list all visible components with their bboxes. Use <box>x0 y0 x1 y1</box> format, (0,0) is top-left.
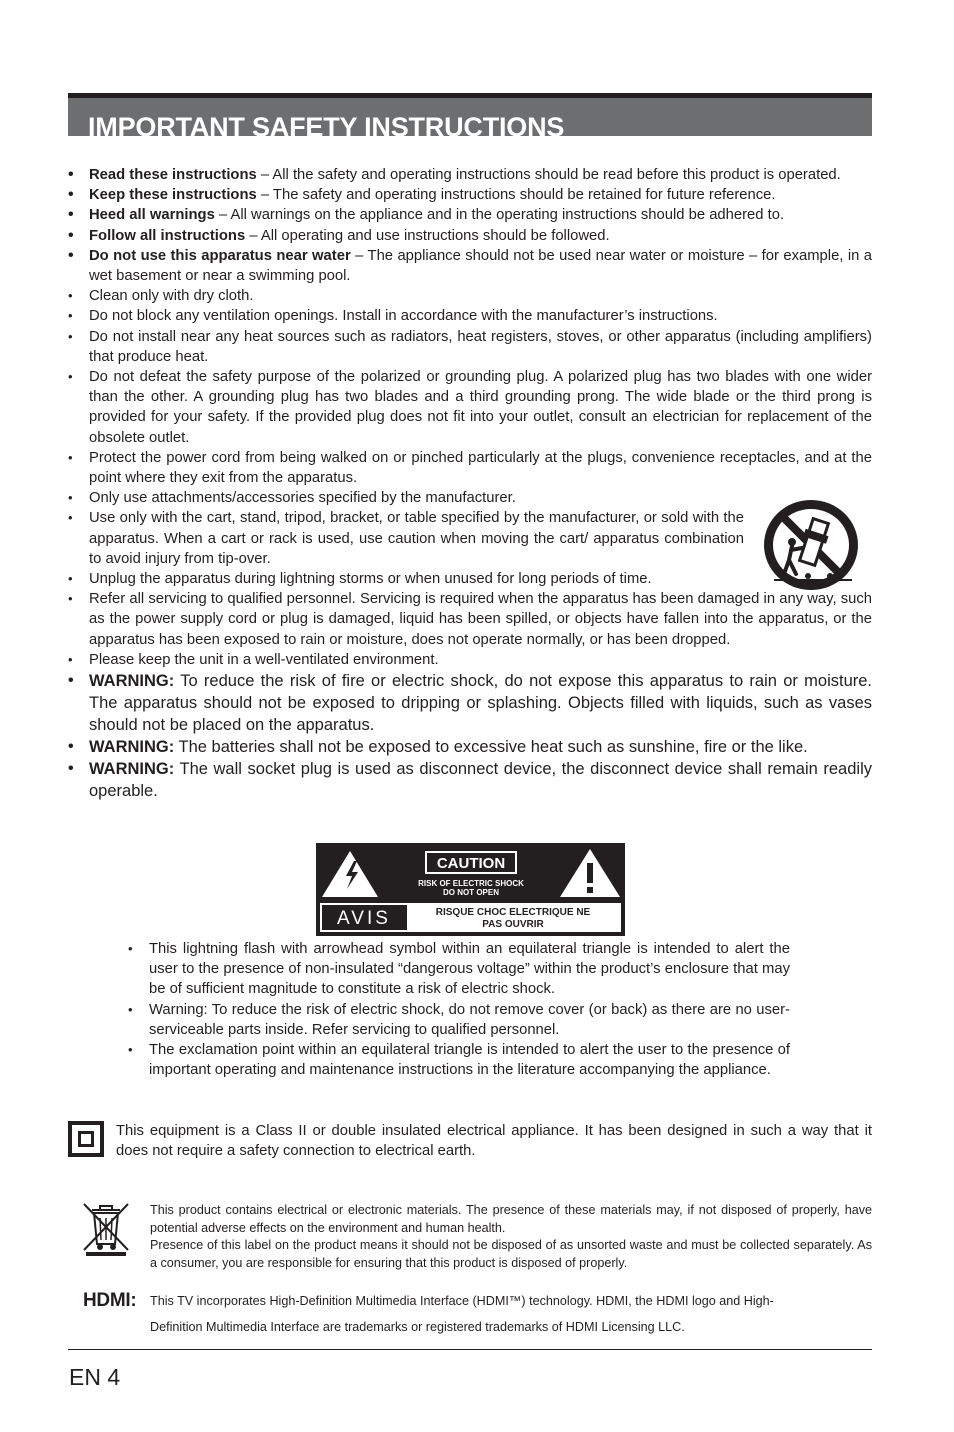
list-item: • Do not defeat the safety purpose of the polarized or grounding plug. A polarized plug has two blades with one wider than the other. A grounding plug has two blades and a third grounding prong. The wide blade or the third prong is provided for your safety. If the provided plug does not fit into your outlet, consult an electrician for replacement of the obsolete outlet. <box>68 367 872 448</box>
symbol-notes-list <box>128 939 790 1080</box>
list-item <box>68 205 872 225</box>
list-item: • Warning: To reduce the risk of electric shock, do not remove cover (or back) as there are no user-serviceable parts inside. Refer servicing to qualified personnel. <box>128 1000 790 1040</box>
list-item: • Do not install near any heat sources such as radiators, heat registers, stoves, or other apparatus (including amplifiers) that produce heat. <box>68 327 872 367</box>
warning-text: The wall socket plug is used as disconnect device, the disconnect device shall remain readily operable. <box>89 760 872 801</box>
page-number: EN 4 <box>69 1364 121 1390</box>
list-item <box>68 246 872 286</box>
risque-line-1: RISQUE CHOC ELECTRIQUE NE <box>435 907 591 918</box>
warning-text: The batteries shall not be exposed to excessive heat such as sunshine, fire or the like. <box>174 738 808 757</box>
weee-crossed-bin-icon <box>80 1200 132 1256</box>
cart-tip-over-icon <box>762 498 860 592</box>
list-item: • The exclamation point within an equilateral triangle is intended to alert the user to the presence of important operating and maintenance instructions in the literature accompanying the appliance. <box>128 1040 790 1080</box>
weee-paragraph: This product contains electrical or electronic materials. The presence of these materials may, if not disposed of properly, have potential adverse effects on the environment and human health. <box>150 1203 872 1235</box>
item-lead: Follow all instructions <box>89 227 246 244</box>
class-ii-inner-square <box>78 1131 94 1147</box>
item-text: – All warnings on the appliance and in the operating instructions should be adhered to. <box>214 207 785 224</box>
warning-lead: WARNING: <box>89 672 175 691</box>
hdmi-text-line-2: Definition Multimedia Interface are trademarks or registered trademarks of HDMI Licensing LLC. <box>150 1320 685 1334</box>
warning-item <box>68 736 872 758</box>
warning-text: To reduce the risk of fire or electric shock, do not expose this apparatus to rain or moisture. The apparatus should not be exposed to dripping or splashing. Objects filled with liquids, such as vases should not be placed on the apparatus. <box>89 672 872 735</box>
warning-item <box>68 758 872 802</box>
item-text: – All the safety and operating instructions should be read before this product is operated. <box>256 167 841 183</box>
item-text: – The safety and operating instructions should be retained for future reference. <box>256 187 776 204</box>
item-lead: Heed all warnings <box>89 207 215 224</box>
list-item: • Clean only with dry cloth. <box>68 286 872 306</box>
caution-label <box>316 843 625 936</box>
list-item: • Do not block any ventilation openings. Install in accordance with the manufacturer’s instructions. <box>68 306 872 326</box>
avis-text: AVIS <box>337 908 391 929</box>
list-item <box>68 226 872 246</box>
list-item: • Only use attachments/accessories specified by the manufacturer. <box>68 488 872 508</box>
hdmi-text-line-1: This TV incorporates High-Definition Multimedia Interface (HDMI™) technology. HDMI, the HDMI logo and High- <box>150 1294 774 1308</box>
warning-item <box>68 670 872 736</box>
caution-text: CAUTION <box>436 855 506 872</box>
risque-line-2: PAS OUVRIR <box>482 919 544 930</box>
footer-divider <box>68 1349 872 1350</box>
page-title: IMPORTANT SAFETY INSTRUCTIONS <box>88 112 565 136</box>
item-text: – The appliance should not be used near water or moisture – for example, in a wet basement or near a swimming pool. <box>89 247 873 285</box>
item-lead: Keep these instructions <box>89 187 257 204</box>
list-item: • This lightning flash with arrowhead symbol within an equilateral triangle is intended to alert the user to the presence of non-insulated “dangerous voltage” within the product’s enclosure that may be of sufficient magnitude to constitute a risk of electric shock. <box>128 939 790 1000</box>
weee-paragraph: Presence of this label on the product means it should not be disposed of as unsorted waste and must be collected separately. As a consumer, you are responsible for ensuring that this product is disposed of properly. <box>150 1238 872 1270</box>
weee-text <box>150 1202 872 1272</box>
warning-lead: WARNING: <box>89 738 175 757</box>
item-lead: Read these instructions <box>89 167 257 183</box>
item-lead: Do not use this apparatus near water <box>89 247 351 264</box>
class-ii-text: This equipment is a Class II or double insulated electrical appliance. It has been designed in such a way that it does not require a safety connection to electrical earth. <box>116 1123 872 1160</box>
risk-line-2: DO NOT OPEN <box>442 888 500 897</box>
list-item: • Use only with the cart, stand, tripod, bracket, or table specified by the manufacturer, or sold with the apparatus. When a cart or rack is used, use caution when moving the cart/ apparatus combination to avoid injury from tip-over. <box>68 508 872 569</box>
hdmi-logo: HDMI: <box>83 1290 137 1311</box>
class-ii-icon <box>68 1121 104 1157</box>
list-item: • Protect the power cord from being walked on or pinched particularly at the plugs, convenience receptacles, and at the point where they exit from the apparatus. <box>68 448 872 488</box>
list-item: • Please keep the unit in a well-ventilated environment. <box>68 650 872 670</box>
item-text: – All operating and use instructions should be followed. <box>245 227 610 244</box>
list-item <box>68 165 872 185</box>
title-bar <box>68 93 872 136</box>
warning-lead: WARNING: <box>89 760 175 779</box>
risk-line-1: RISK OF ELECTRIC SHOCK <box>418 879 524 888</box>
list-item: • Unplug the apparatus during lightning storms or when unused for long periods of time. <box>68 569 872 589</box>
list-item: • Refer all servicing to qualified personnel. Servicing is required when the apparatus has been damaged in any way, such as the power supply cord or plug is damaged, liquid has been spilled, or objects have fallen into the apparatus, or the apparatus has been exposed to rain or moisture, does not operate normally, or has been dropped. <box>68 589 872 650</box>
instruction-list <box>68 165 872 802</box>
list-item <box>68 185 872 205</box>
